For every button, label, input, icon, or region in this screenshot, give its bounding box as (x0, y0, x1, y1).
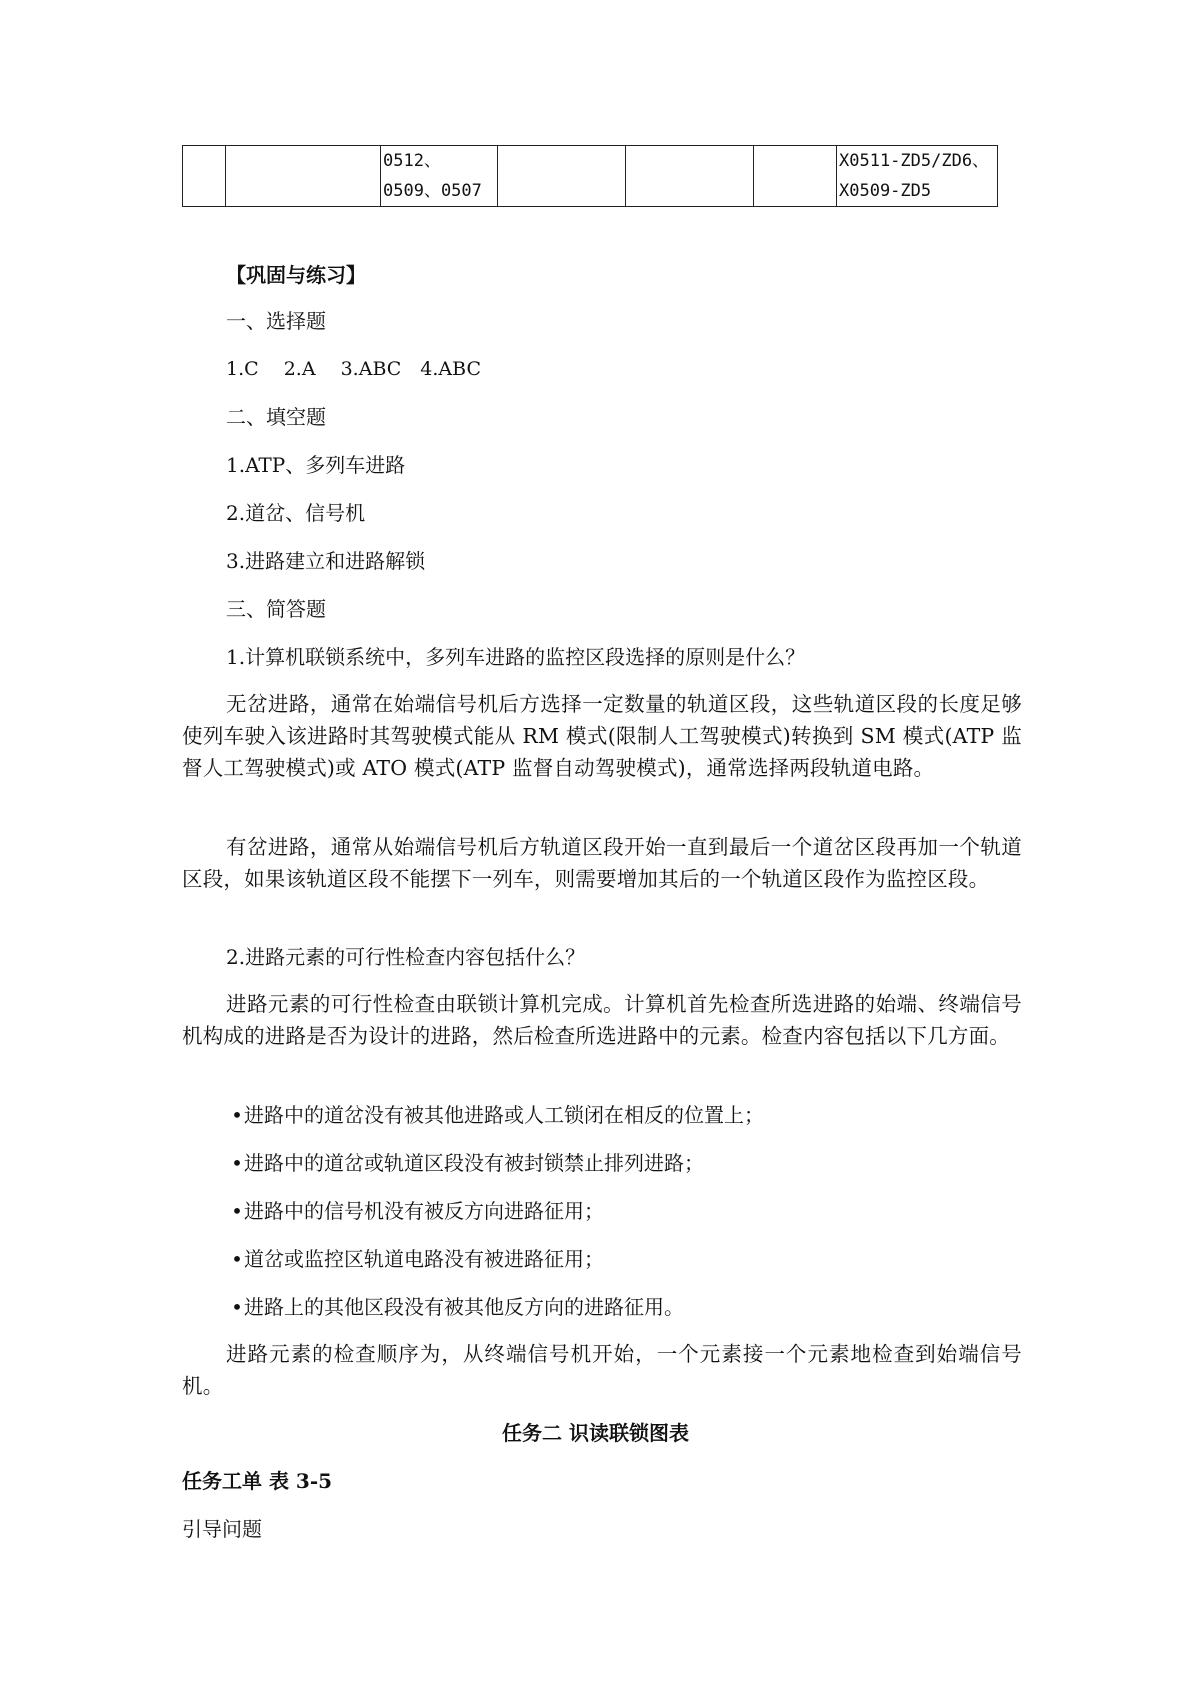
table-cell (498, 146, 626, 207)
task-title: 任务二 识读联锁图表 (502, 1421, 689, 1445)
choice-answers: 1.C 2.A 3.ABC 4.ABC (226, 358, 481, 380)
answer-2-paragraph-1: 进路元素的可行性检查由联锁计算机完成。计算机首先检查所选进路的始端、终端信号机构成的进路是否为设计的进路，然后检查所选进路中的元素。检查内容包括以下几方面。 (182, 992, 1022, 1048)
answer-1-paragraph-1: 无岔进路，通常在始端信号机后方选择一定数量的轨道区段，这些轨道区段的长度足够使列车驶入该进路时其驾驶模式能从 RM 模式(限制人工驾驶模式)转换到 SM 模式(ATP 监督人工驾驶模式)或 ATO 模式(ATP 监督自动驾驶模式)，通常选择两段轨道电路。 (182, 692, 1022, 780)
question-2: 2.进路元素的可行性检查内容包括什么？ (226, 945, 586, 969)
bullet-text: 道岔或监控区轨道电路没有被进路征用； (244, 1247, 604, 1271)
cell-text: X0511-ZD5/ZD6、 (839, 151, 990, 171)
bullet-icon: • (231, 1199, 243, 1223)
table-cell (837, 146, 998, 207)
bullet-icon: • (231, 1247, 243, 1271)
bullet-text: 进路中的信号机没有被反方向进路征用； (244, 1199, 604, 1223)
question-1: 1.计算机联锁系统中，多列车进路的监控区段选择的原则是什么？ (226, 645, 806, 669)
route-table-fragment (182, 145, 998, 207)
cell-text: 0512、 (383, 151, 441, 171)
table-cell (381, 146, 498, 207)
short-heading: 三、简答题 (226, 597, 326, 621)
bullet-item (230, 1099, 764, 1131)
choice-heading: 一、选择题 (226, 309, 326, 333)
guide-heading: 引导问题 (182, 1517, 262, 1541)
work-order-heading: 任务工单 表 3-5 (182, 1469, 333, 1493)
table-cell (183, 146, 226, 207)
fill-item: 2.道岔、信号机 (226, 501, 366, 525)
answer-1-paragraph-2: 有岔进路，通常从始端信号机后方轨道区段开始一直到最后一个道岔区段再加一个轨道区段，如果该轨道区段不能摆下一列车，则需要增加其后的一个轨道区段作为监控区段。 (182, 835, 1022, 891)
answer-2-paragraph-2: 进路元素的检查顺序为，从终端信号机开始，一个元素接一个元素地检查到始端信号机。 (182, 1342, 1022, 1398)
table-cell (226, 146, 381, 207)
fill-item: 1.ATP、多列车进路 (226, 453, 406, 477)
table-cell (626, 146, 754, 207)
cell-text: X0509-ZD5 (839, 181, 932, 201)
fill-heading: 二、填空题 (226, 405, 326, 429)
bullet-text: 进路中的道岔没有被其他进路或人工锁闭在相反的位置上； (244, 1103, 764, 1127)
bullet-icon: • (231, 1295, 243, 1319)
bullet-item (230, 1243, 604, 1275)
table-cell (754, 146, 837, 207)
bullet-text: 进路上的其他区段没有被其他反方向的进路征用。 (244, 1295, 684, 1319)
fill-item: 3.进路建立和进路解锁 (226, 549, 426, 573)
section-heading: 【巩固与练习】 (226, 263, 366, 287)
bullet-item (230, 1291, 684, 1323)
bullet-item (230, 1195, 604, 1227)
bullet-text: 进路中的道岔或轨道区段没有被封锁禁止排列进路； (244, 1151, 704, 1175)
cell-text: 0509、0507 (383, 181, 482, 201)
bullet-item (230, 1147, 704, 1179)
table-row (183, 146, 998, 207)
bullet-icon: • (231, 1151, 243, 1175)
bullet-icon: • (231, 1103, 243, 1127)
